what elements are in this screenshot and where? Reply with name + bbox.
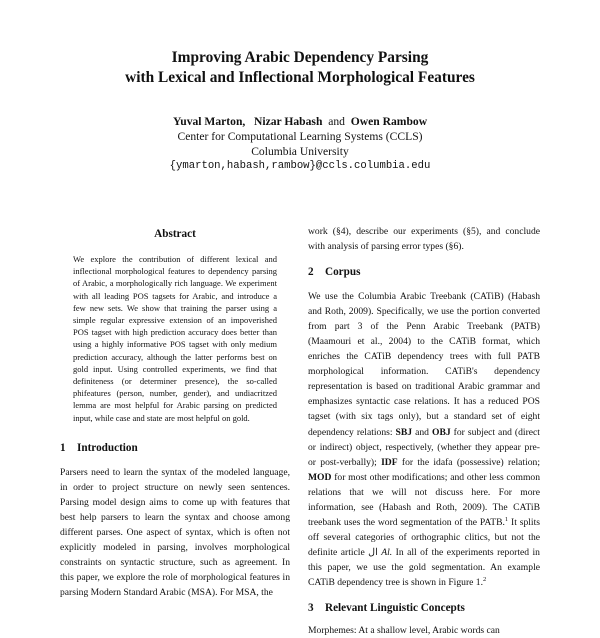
- relation-obj: OBJ: [431, 426, 451, 438]
- abstract-text: We explore the contribution of different lexical and inflectional morphological features to dependency parsing of Arabic, a morphologically rich language. We experiment with all leading POS tagsets for Arabic, and introduce a few new sets. We show that training the parser using a simple regular expressive extension of an impoverished POS tagset with high prediction accuracy does better than using a highly informative POS tagset with only medium prediction accuracy, although the latter performs best on gold input. Using controlled experiments, we find that definiteness (or determiner presence), the so-called phifeatures (person, number, gender), and undiacritzed lemma are most helpful for Arabic parsing on predicted input, while case and state are most helpful on gold.: [73, 254, 277, 423]
- concepts-paragraph: Morphemes: At a shallow level, Arabic words can: [308, 625, 500, 637]
- corpus-and: and: [415, 426, 429, 438]
- corpus-paragraph: [308, 289, 540, 590]
- corpus-text-5: It splits off several categories of orthographic clitics, but not the definite article: [308, 516, 540, 558]
- section-2-number: 2: [308, 266, 314, 279]
- definite-article-arabic: ال: [368, 546, 378, 558]
- title-block: [0, 48, 600, 174]
- relation-idf: IDF: [381, 456, 398, 468]
- footnote-2-marker: 2: [483, 575, 487, 583]
- author-emails: {ymarton,habash,rambow}@ccls.columbia.edu: [169, 160, 431, 172]
- section-3-number: 3: [308, 602, 314, 615]
- author-habash: Nizar Habash: [254, 115, 323, 128]
- author-and: and: [328, 115, 345, 128]
- definite-article-latin: Al.: [381, 546, 393, 558]
- section-1-heading: [60, 442, 290, 454]
- corpus-text-4: for most other modifications; and other less common relations that we will not discuss here. For more information, see (Habash and Roth, 2009). The CATiB treebank uses the word segmentation of the PATB.: [308, 471, 541, 528]
- corpus-text-3: for the idafa (possessive) relation;: [401, 456, 540, 468]
- title-line-2: with Lexical and Inflectional Morphological Features: [125, 69, 475, 86]
- section-2-title: Corpus: [325, 266, 361, 279]
- abstract-heading: Abstract: [154, 228, 196, 240]
- left-column: [60, 228, 290, 600]
- section-3-heading: [308, 602, 540, 614]
- section-2-heading: [308, 266, 540, 278]
- section-3-title: Relevant Linguistic Concepts: [325, 602, 465, 615]
- title-line-1: Improving Arabic Dependency Parsing: [171, 49, 429, 66]
- section-1-number: 1: [60, 441, 66, 454]
- intro-continuation: work (§4), describe our experiments (§5), and conclude with analysis of parsing error types (§6).: [308, 226, 540, 253]
- relation-sbj: SBJ: [395, 426, 413, 438]
- author-list: [0, 114, 600, 129]
- intro-paragraph: Parsers need to learn the syntax of the modeled language, in order to project structure on newly seen sentences. Parsing model design aims to come up with features that best help parsers to learn the syntax and choose among different parses. One aspect of syntax, which is often not explicitly modeled in parsing, involves morphological constraints on syntactic structure, such as agreement. In this paper, we explore the role of morphological features in parsing Modern Standard Arabic (MSA). For MSA, the: [60, 466, 290, 599]
- footnote-1-marker: 1: [504, 515, 509, 523]
- author-rambow: Owen Rambow: [350, 115, 428, 128]
- affiliation: Center for Computational Learning Systems (CCLS): [177, 130, 423, 143]
- university: Columbia University: [251, 145, 349, 158]
- right-column: [308, 224, 540, 638]
- corpus-text-6: In all of the experiments reported in this paper, we use the gold segmentation. An example CATiB dependency tree is shown in Figure 1.: [308, 546, 540, 588]
- relation-mod: MOD: [308, 471, 332, 483]
- corpus-text-2: for subject and (direct or indirect) object, respectively, (whether they appear pre- or post-verbally);: [308, 426, 540, 468]
- section-1-title: Introduction: [77, 441, 138, 454]
- paper-title: [0, 48, 600, 88]
- corpus-text-1: We use the Columbia Arabic Treebank (CATiB) (Habash and Roth, 2009). Specifically, we use the portion converted from part 3 of the Penn Arabic Treebank (PATB) (Maamouri et al., 2004) to the CATiB format, which enriches the CATiB dependency trees with full PATB morphological information. CATiB's dependency representation is based on traditional Arabic grammar and emphasizes syntactic case relations. It has a reduced POS tagset (with six tags only), but a standard set of eight dependency relations:: [308, 291, 540, 438]
- author-marton: Yuval Marton,: [172, 115, 246, 128]
